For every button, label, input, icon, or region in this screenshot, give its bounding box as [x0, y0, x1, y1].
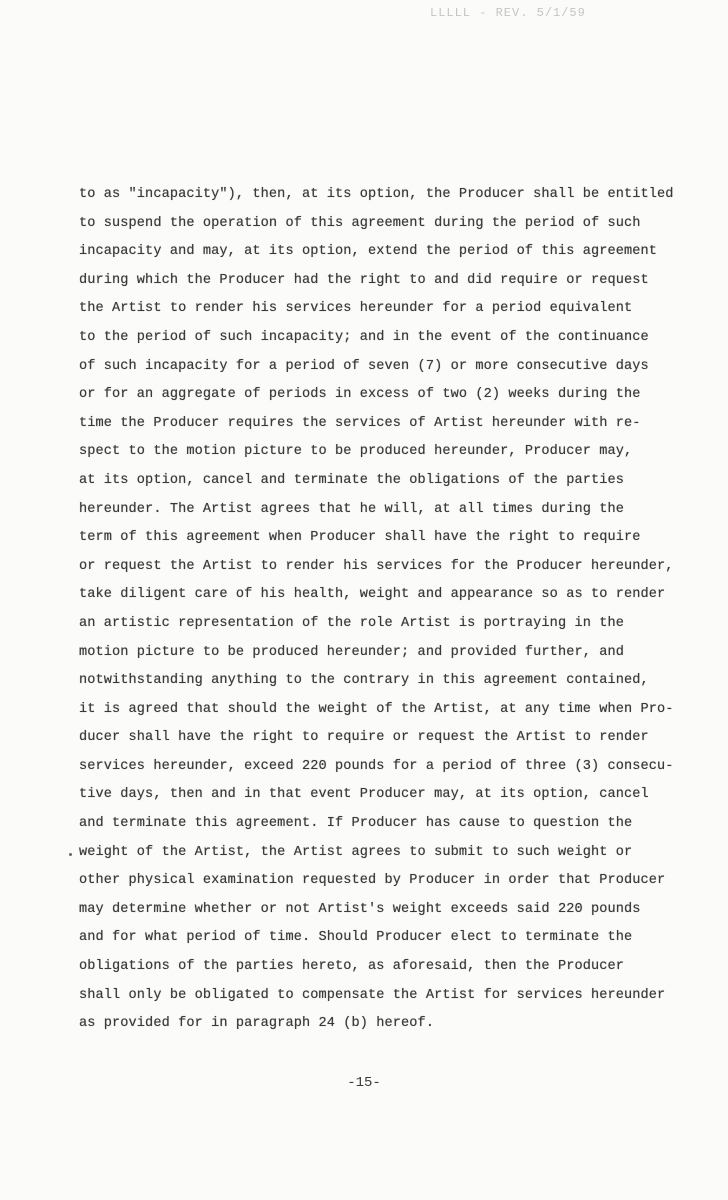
text-line: an artistic representation of the role Artist is portraying in the [79, 615, 624, 631]
text-line: to as "incapacity"), then, at its option, the Producer shall be entitled [79, 187, 674, 202]
text-line: may determine whether or not Artist's weight exceeds said 220 pounds [79, 901, 641, 917]
text-line: motion picture to be produced hereunder; and provided further, and [79, 644, 624, 660]
text-line: ducer shall have the right to require or request the Artist to render [79, 730, 649, 746]
text-line: obligations of the parties hereto, as aforesaid, then the Producer [79, 959, 624, 975]
text-line: term of this agreement when Producer shall have the right to require [79, 530, 641, 546]
text-line: during which the Producer had the right to and did require or request [79, 272, 649, 288]
text-line: the Artist to render his services hereunder for a period equivalent [79, 301, 633, 317]
revision-stamp: LLLLL - REV. 5/1/59 [430, 6, 586, 20]
text-line: weight of the Artist, the Artist agrees to submit to such weight or [79, 844, 633, 860]
text-line: take diligent care of his health, weight and appearance so as to render [79, 587, 666, 603]
text-line: or request the Artist to render his services for the Producer hereunder, [79, 558, 674, 574]
page-number: -15- [347, 1075, 381, 1091]
text-line: other physical examination requested by Producer in order that Producer [79, 873, 666, 889]
text-line: at its option, cancel and terminate the obligations of the parties [79, 472, 624, 488]
text-line: and terminate this agreement. If Producer has cause to question the [79, 816, 633, 832]
text-line: notwithstanding anything to the contrary in this agreement contained, [79, 673, 649, 689]
text-line: services hereunder, exceed 220 pounds for a period of three (3) consecu- [79, 758, 674, 774]
text-line: tive days, then and in that event Producer may, at its option, cancel [79, 787, 649, 803]
text-line: time the Producer requires the services of Artist hereunder with re- [79, 415, 641, 431]
text-line: shall only be obligated to compensate the Artist for services hereunder [79, 987, 666, 1003]
text-line: or for an aggregate of periods in excess of two (2) weeks during the [79, 387, 641, 403]
text-line: to suspend the operation of this agreement during the period of such [79, 215, 641, 231]
text-line: spect to the motion picture to be produced hereunder, Producer may, [79, 444, 633, 460]
text-line: and for what period of time. Should Producer elect to terminate the [79, 930, 633, 946]
text-line: of such incapacity for a period of seven (7) or more consecutive days [79, 358, 649, 374]
text-line: to the period of such incapacity; and in the event of the continuance [79, 329, 649, 345]
margin-mark [69, 853, 72, 856]
text-line: incapacity and may, at its option, extend the period of this agreement [79, 244, 658, 260]
text-line: it is agreed that should the weight of the Artist, at any time when Pro- [79, 701, 674, 717]
text-line: as provided for in paragraph 24 (b) hereof. [79, 1016, 435, 1032]
text-line: hereunder. The Artist agrees that he will, at all times during the [79, 501, 624, 517]
contract-body-text [79, 181, 709, 1039]
